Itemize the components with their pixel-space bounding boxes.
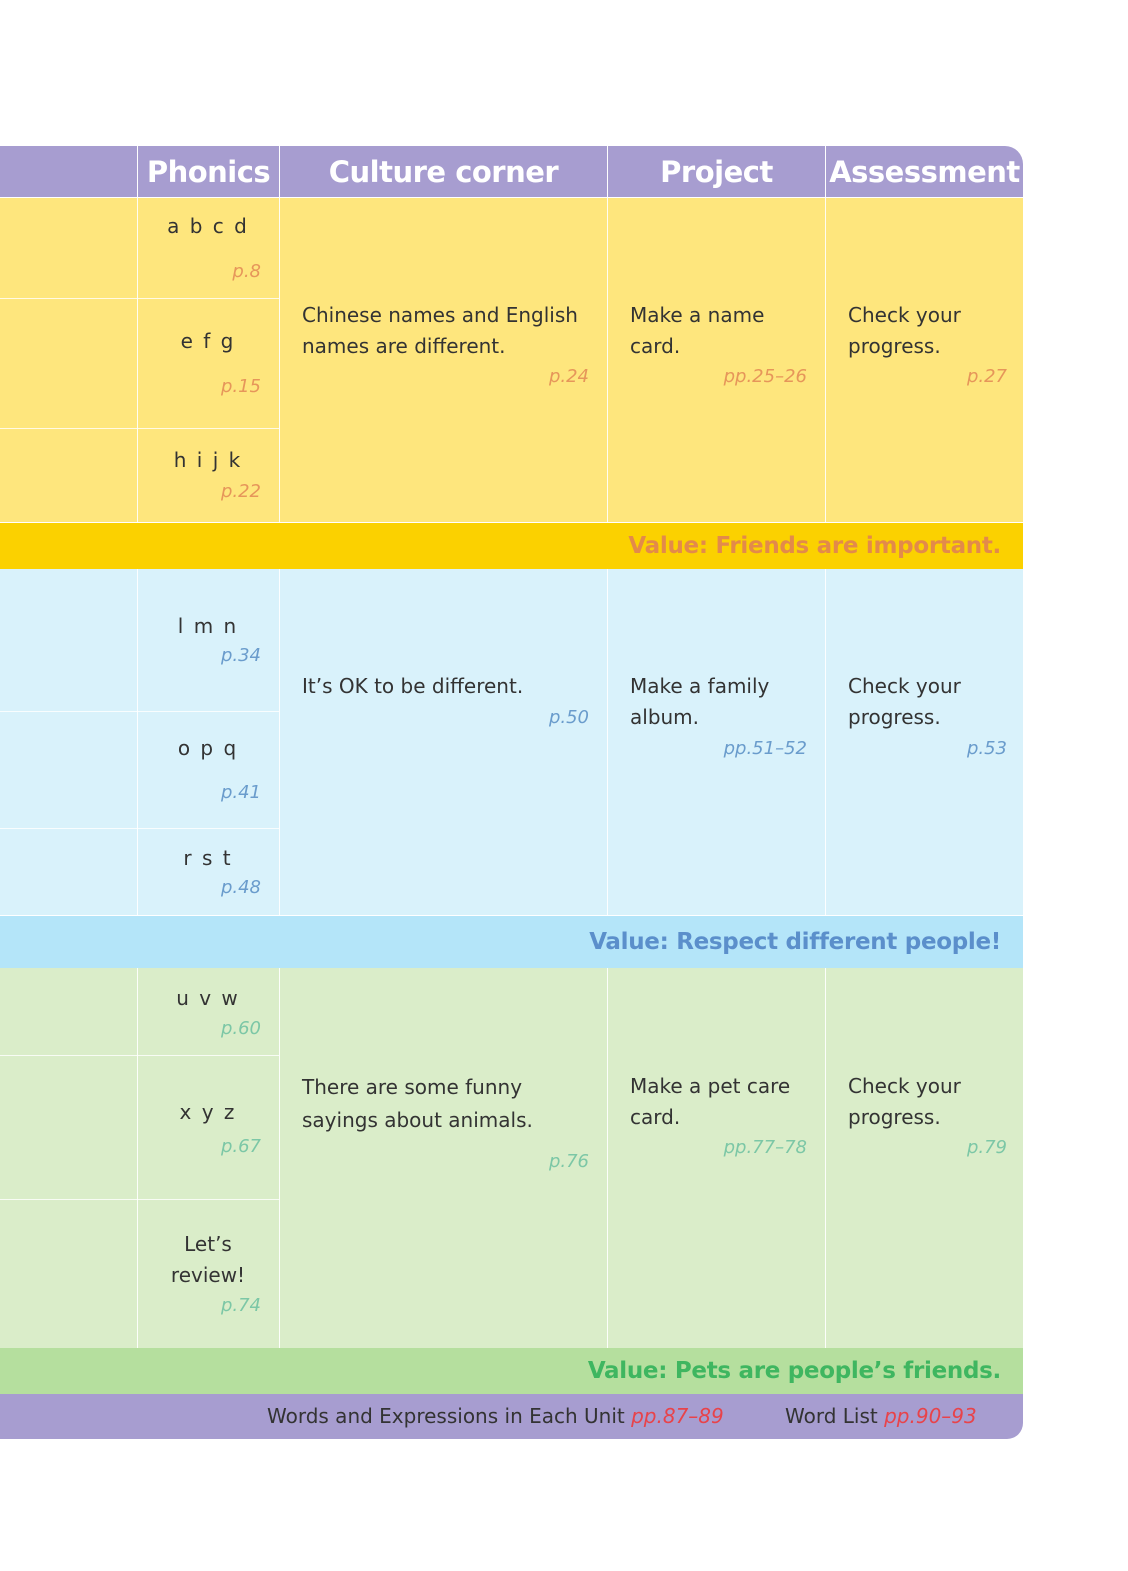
page-ref: pp.77–78 [723,1137,807,1158]
page-ref: p.15 [220,376,261,397]
assessment-text: Check your progress. [848,1074,961,1129]
unit3-value-bar: Value: Pets are people’s friends. [0,1348,1023,1394]
project-text: Make a family album. [630,674,770,729]
page-ref: p.76 [548,1151,589,1172]
assessment-text: Check your progress. [848,674,961,729]
page-ref: p.67 [220,1136,261,1157]
culture-text: There are some funny sayings about animals. [302,1075,533,1132]
project-text: Make a name card. [630,303,765,358]
page-ref: p.74 [220,1295,261,1316]
footer-bar [0,1394,1023,1439]
header-culture-corner: Culture corner [280,146,607,197]
word-list-link[interactable] [785,1404,977,1428]
phonics-letters: r s t [183,846,233,870]
words-expressions-label: Words and Expressions in Each Unit [267,1404,625,1428]
page-ref: pp.25–26 [723,366,807,387]
phonics-letters: o p q [177,736,239,760]
page-ref: p.22 [220,481,261,502]
unit1-value-bar: Value: Friends are important. [0,523,1023,569]
page-ref: p.8 [232,261,261,282]
page-ref: p.41 [220,782,261,803]
word-list-pages: pp.90–93 [884,1404,977,1428]
phonics-letters: e f g [180,329,236,353]
project-text: Make a pet care card. [630,1074,791,1129]
assessment-text: Check your progress. [848,303,961,358]
phonics-letters: u v w [176,986,240,1010]
page-ref: pp.51–52 [723,738,807,759]
phonics-letters: h i j k [173,448,243,472]
page-ref: p.48 [220,877,261,898]
unit2-value-bar: Value: Respect different people! [0,916,1023,968]
header-blank-cell [0,146,137,197]
page-ref: p.79 [966,1137,1007,1158]
page-ref: p.53 [966,738,1007,759]
phonics-letters: a b c d [167,214,249,238]
culture-text: It’s OK to be different. [302,674,524,698]
phonics-letters: l m n [177,614,239,638]
header-phonics: Phonics [138,146,279,197]
page-ref: p.34 [220,645,261,666]
header-project: Project [608,146,825,197]
phonics-review-text: Let’s review! [170,1232,246,1287]
words-expressions-link[interactable] [267,1404,724,1428]
page-ref: p.50 [548,707,589,728]
page-ref: p.24 [548,366,589,387]
page-ref: p.60 [220,1018,261,1039]
page-ref: p.27 [966,366,1007,387]
word-list-label: Word List [785,1404,878,1428]
culture-text: Chinese names and English names are different. [302,303,578,358]
phonics-letters: x y z [179,1100,237,1124]
words-expressions-pages: pp.87–89 [631,1404,724,1428]
header-assessment: Assessment [826,146,1023,197]
